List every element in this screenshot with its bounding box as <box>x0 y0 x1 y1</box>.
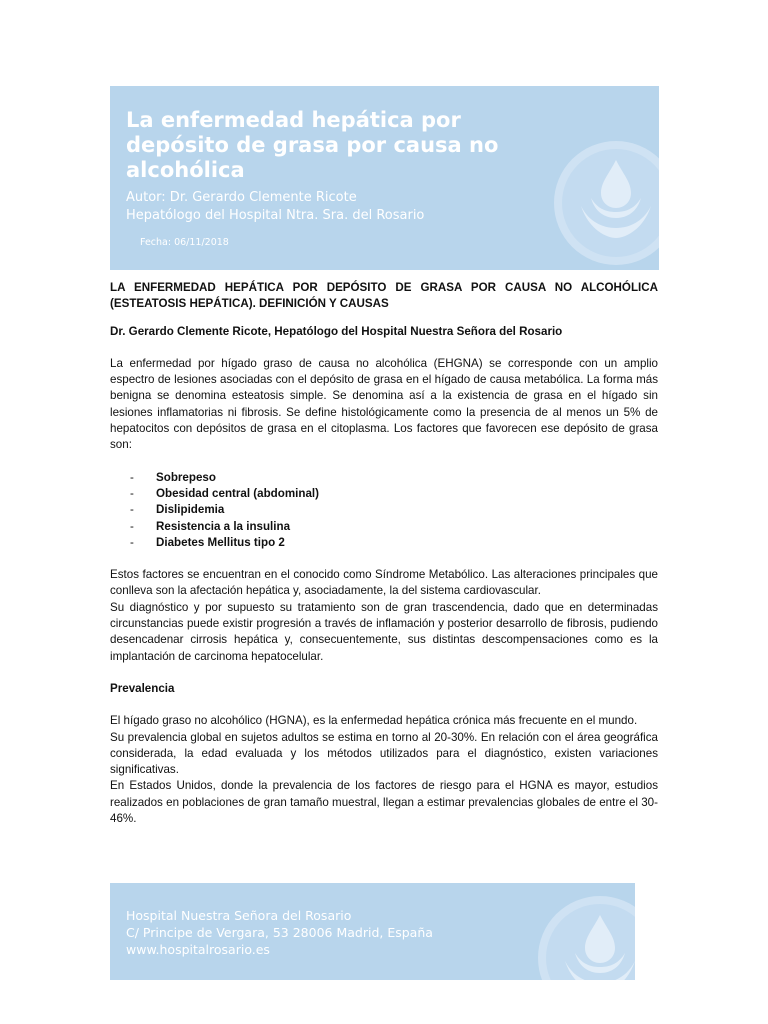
article-heading: LA ENFERMEDAD HEPÁTICA POR DEPÓSITO DE GRASA POR CAUSA NO ALCOHÓLICA (ESTEATOSIS HEPÁTICA). DEFINICIÓN Y CAUSAS <box>110 281 658 311</box>
footer-website: www.hospitalrosario.es <box>126 942 270 957</box>
article-body <box>110 280 658 827</box>
footer-banner <box>110 883 635 980</box>
list-item: - Diabetes Mellitus tipo 2 <box>130 535 285 549</box>
hospital-logo-icon <box>551 138 659 268</box>
document-title: La enfermedad hepática por depósito de grasa por causa no alcohólica <box>126 108 499 182</box>
prevalence-paragraph-2: Su prevalencia global en sujetos adultos se estima en torno al 20-30%. En relación con el área geográfica considerada, la edad evaluada y los métodos utilizados para el diagnóstico, existen variaciones significativas. <box>110 730 658 777</box>
article-byline: Dr. Gerardo Clemente Ricote, Hepatólogo del Hospital Nuestra Señora del Rosario <box>110 324 563 338</box>
header-banner <box>110 86 659 270</box>
author-line: Autor: Dr. Gerardo Clemente Ricote <box>126 190 357 205</box>
footer-address: C/ Principe de Vergara, 53 28006 Madrid, España <box>126 925 433 940</box>
hospital-logo-icon <box>535 893 635 980</box>
syndrome-paragraph: Estos factores se encuentran en el conocido como Síndrome Metabólico. Las alteraciones principales que conlleva son la afectación hepática y, asociadamente, la del sistema cardiovascular. <box>110 568 658 598</box>
intro-paragraph: La enfermedad por hígado graso de causa no alcohólica (EHGNA) se corresponde con un amplio espectro de lesiones asociadas con el depósito de grasa en el hígado de causa metabólica. La forma más benigna se denomina esteatosis simple. Se denomina así a la existencia de grasa en el hígado sin lesiones inflamatorias ni fibrosis. Se define histológicamente como la presencia de al menos un 5% de hepatocitos con depósitos de grasa en el citoplasma. Los factores que favorecen ese depósito de grasa son: <box>110 356 658 452</box>
list-item: - Dislipidemia <box>130 503 225 517</box>
list-item: - Sobrepeso <box>130 470 216 484</box>
list-item: - Resistencia a la insulina <box>130 519 291 533</box>
prevalence-paragraph-3: En Estados Unidos, donde la prevalencia de los factores de riesgo para el HGNA es mayor, estudios realizados en poblaciones de gran tamaño muestral, llegan a estimar prevalencias globales de entre el 30-46%. <box>110 779 658 826</box>
risk-factors-list <box>110 470 658 551</box>
footer-hospital-name: Hospital Nuestra Señora del Rosario <box>126 908 352 923</box>
list-item: - Obesidad central (abdominal) <box>130 486 319 500</box>
prevalence-paragraph-1: El hígado graso no alcohólico (HGNA), es la enfermedad hepática crónica más frecuente en el mundo. <box>110 714 638 728</box>
prevalence-heading: Prevalencia <box>110 681 175 695</box>
diagnosis-paragraph: Su diagnóstico y por supuesto su tratamiento son de gran trascendencia, dado que en determinadas circunstancias puede existir progresión a través de inflamación y posterior desarrollo de fibrosis, pudiendo desencadenar cirrosis hepática y, consecuentemente, sus distintas descompensaciones como es la implantación de carcinoma hepatocelular. <box>110 600 658 663</box>
author-role: Hepatólogo del Hospital Ntra. Sra. del Rosario <box>126 208 425 223</box>
publication-date: Fecha: 06/11/2018 <box>140 237 229 248</box>
